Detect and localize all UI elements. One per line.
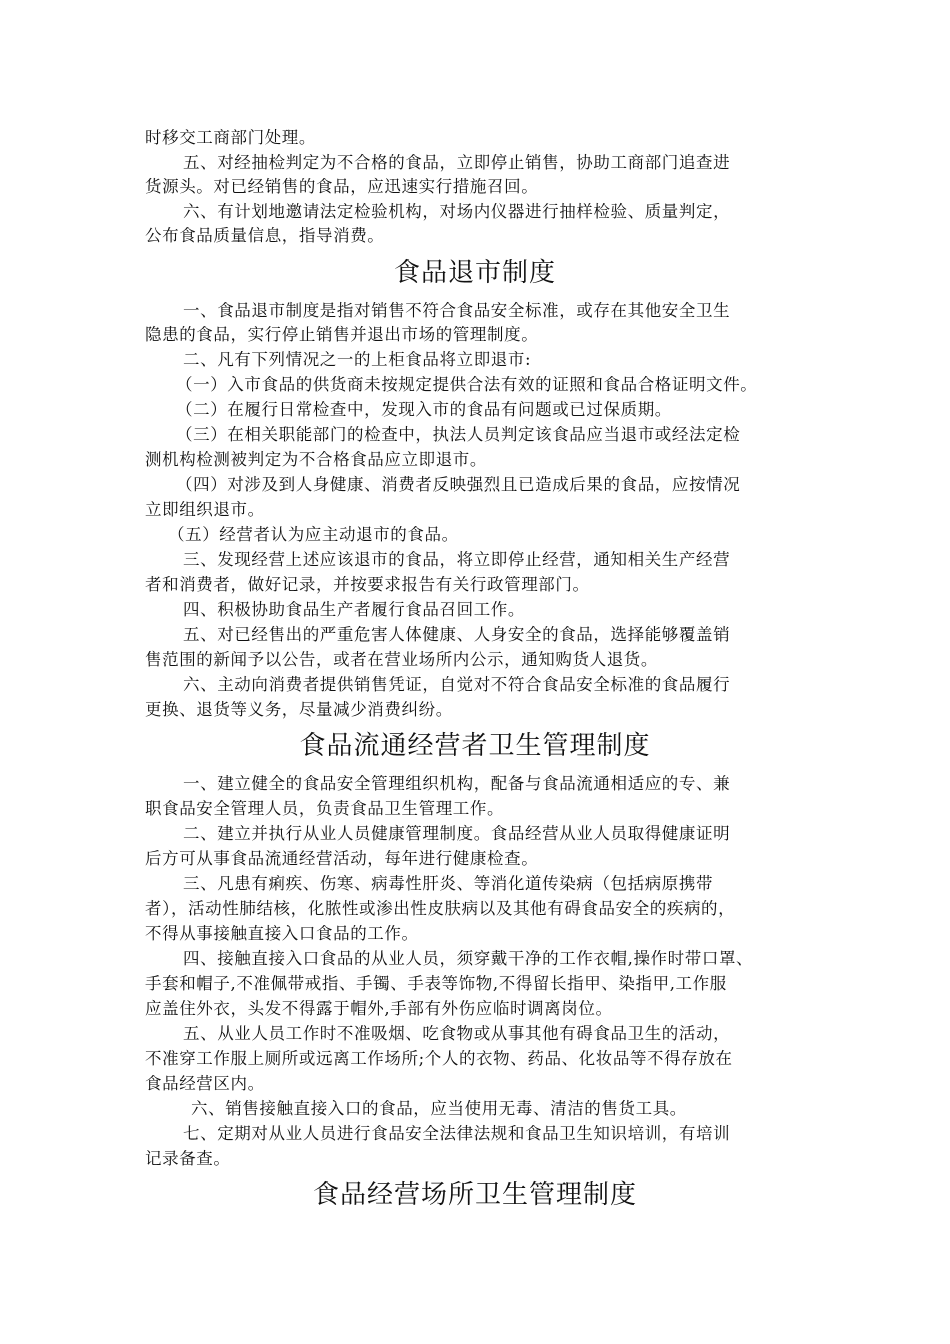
section-title: 食品流通经营者卫生管理制度 xyxy=(299,731,651,761)
paragraph-line: 公布食品质量信息，指导消费。 xyxy=(145,226,385,245)
paragraph-line: 一、建立健全的食品安全管理组织机构，配备与食品流通相适应的专、兼 xyxy=(183,774,731,793)
paragraph-line: 职食品安全管理人员，负责食品卫生管理工作。 xyxy=(145,799,505,818)
paragraph-line: 五、对经抽检判定为不合格的食品，立即停止销售，协助工商部门追查进 xyxy=(183,153,731,172)
paragraph-line: 食品经营区内。 xyxy=(145,1074,265,1093)
paragraph-line: 三、凡患有痢疾、伤寒、病毒性肝炎、等消化道传染病（包括病原携带 xyxy=(183,874,714,893)
paragraph-line: 者），活动性肺结核，化脓性或渗出性皮肤病以及其他有碍食品安全的疾病的， xyxy=(145,899,736,918)
paragraph-line: 手套和帽子,不准佩带戒指、手镯、手表等饰物,不得留长指甲、染指甲,工作服 xyxy=(145,974,727,993)
paragraph-line: 后方可从事食品流通经营活动，每年进行健康检查。 xyxy=(145,849,539,868)
paragraph-line: 更换、退货等义务，尽量减少消费纠纷。 xyxy=(145,700,453,719)
paragraph-line: 隐患的食品，实行停止销售并退出市场的管理制度。 xyxy=(145,325,539,344)
paragraph-line: 者和消费者，做好记录，并按要求报告有关行政管理部门。 xyxy=(145,575,590,594)
paragraph-line: 一、食品退市制度是指对销售不符合食品安全标准，或存在其他安全卫生 xyxy=(183,301,731,320)
section-title: 食品退市制度 xyxy=(393,258,556,288)
paragraph-line: 四、接触直接入口食品的从业人员，须穿戴干净的工作衣帽,操作时带口罩、 xyxy=(183,949,754,968)
paragraph-line: 二、凡有下列情况之一的上柜食品将立即退市: xyxy=(183,350,532,369)
paragraph-line: 五、从业人员工作时不准吸烟、吃食物或从事其他有碍食品卫生的活动， xyxy=(183,1024,731,1043)
paragraph-line: 六、有计划地邀请法定检验机构，对场内仪器进行抽样检验、质量判定， xyxy=(183,202,731,221)
paragraph-line: 时移交工商部门处理。 xyxy=(145,128,316,147)
paragraph-line: 三、发现经营上述应该退市的食品，将立即停止经营，通知相关生产经营 xyxy=(183,550,731,569)
paragraph-line: （一）入市食品的供货商未按规定提供合法有效的证照和食品合格证明文件。 xyxy=(176,375,758,394)
paragraph-line: 货源头。对已经销售的食品，应迅速实行措施召回。 xyxy=(145,177,539,196)
paragraph-line: （五）经营者认为应主动退市的食品。 xyxy=(168,525,459,544)
paragraph-line: 不准穿工作服上厕所或远离工作场所;个人的衣物、药品、化妆品等不得存放在 xyxy=(145,1049,733,1068)
paragraph-line: （三）在相关职能部门的检查中，执法人员判定该食品应当退市或经法定检 xyxy=(176,425,741,444)
paragraph-line: （四）对涉及到人身健康、消费者反映强烈且已造成后果的食品，应按情况 xyxy=(176,475,741,494)
paragraph-line: 七、定期对从业人员进行食品安全法律法规和食品卫生知识培训，有培训 xyxy=(183,1124,731,1143)
paragraph-line: 记录备查。 xyxy=(145,1149,231,1168)
paragraph-line: 售范围的新闻予以公告，或者在营业场所内公示，通知购货人退货。 xyxy=(145,650,658,669)
paragraph-line: 应盖住外衣，头发不得露于帽外,手部有外伤应临时调离岗位。 xyxy=(145,999,613,1018)
paragraph-line: 不得从事接触直接入口食品的工作。 xyxy=(145,924,419,943)
paragraph-line: 六、主动向消费者提供销售凭证，自觉对不符合食品安全标准的食品履行 xyxy=(183,675,731,694)
paragraph-line: 二、建立并执行从业人员健康管理制度。食品经营从业人员取得健康证明 xyxy=(183,824,731,843)
paragraph-line: 测机构检测被判定为不合格食品应立即退市。 xyxy=(145,450,487,469)
section-title: 食品经营场所卫生管理制度 xyxy=(312,1180,637,1210)
paragraph-line: 四、积极协助食品生产者履行食品召回工作。 xyxy=(183,600,525,619)
paragraph-line: 六、销售接触直接入口的食品，应当使用无毒、清洁的售货工具。 xyxy=(191,1099,687,1118)
paragraph-line: 立即组织退市。 xyxy=(145,500,265,519)
paragraph-line: （二）在履行日常检查中，发现入市的食品有问题或已过保质期。 xyxy=(176,400,672,419)
paragraph-line: 五、对已经售出的严重危害人体健康、人身安全的食品，选择能够覆盖销 xyxy=(183,625,731,644)
